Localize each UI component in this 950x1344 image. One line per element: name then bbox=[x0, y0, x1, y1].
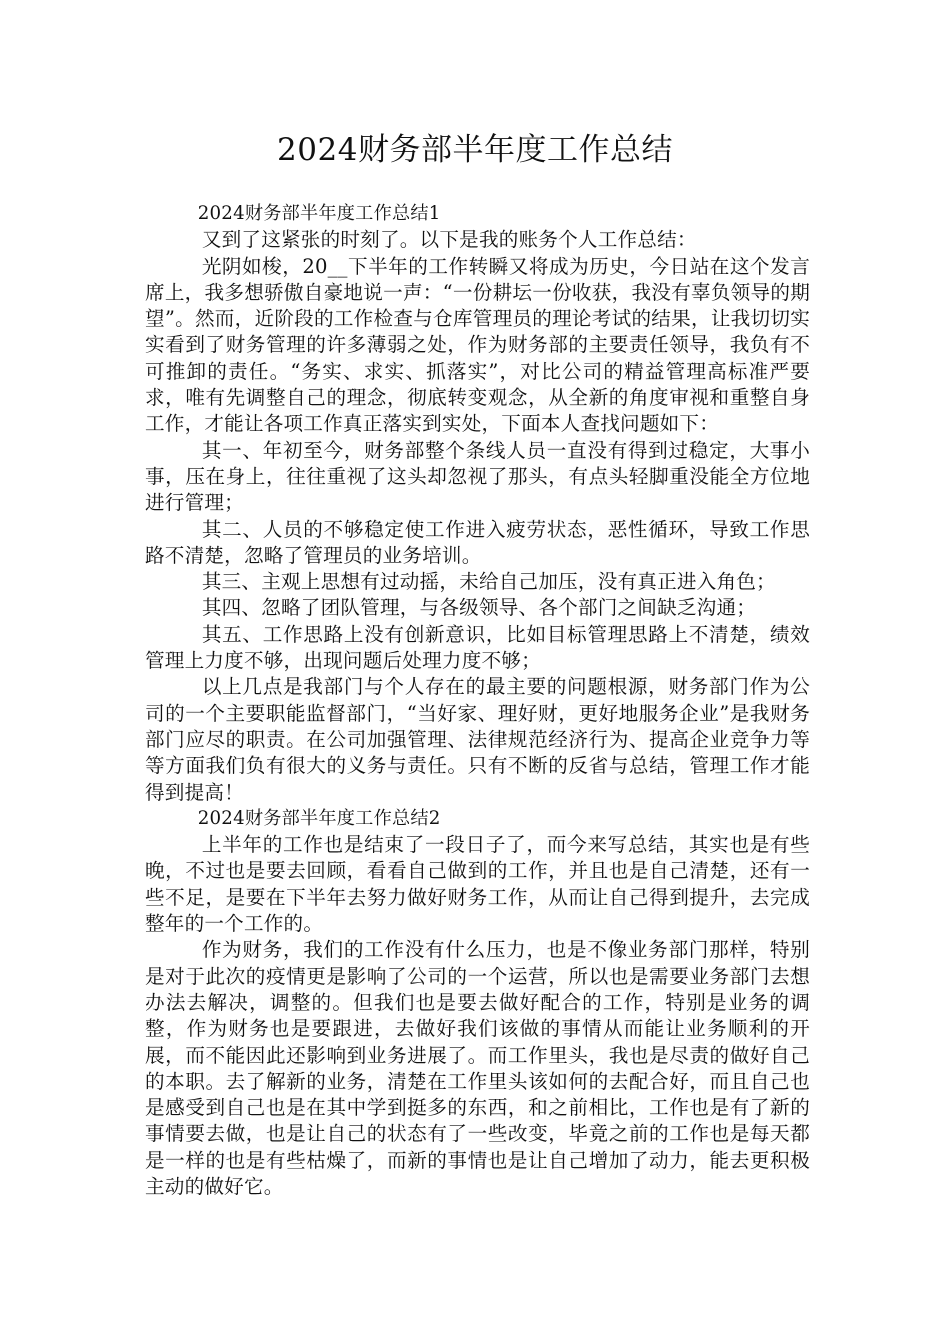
paragraph-section2-intro: 上半年的工作也是结束了一段日子了，而今来写总结，其实也是有些晚，不过也是要去回顾，看看自己做到的工作，并且也是自己清楚，还有一些不足，是要在下半年去努力做好财务工作，从而让自己得到提升，去完成整年的一个工作的。 bbox=[145, 833, 810, 936]
paragraph-issue-3: 其三、主观上思想有过动摇，未给自己加压，没有真正进入角色； bbox=[201, 570, 776, 594]
section-heading-1: 2024财务部半年度工作总结1 bbox=[197, 203, 441, 224]
paragraph-issue-5: 其五、工作思路上没有创新意识，比如目标管理思路上不清楚，绩效管理上力度不够，出现问题后处理力度不够； bbox=[145, 622, 810, 673]
paragraph-overview: 光阴如梭，20__下半年的工作转瞬又将成为历史，今日站在这个发言席上，我多想骄傲自豪地说一声：“一份耕坛一份收获，我没有辜负领导的期望”。然而，近阶段的工作检查与仓库管理员的理论考试的结果，让我切切实实看到了财务管理的许多薄弱之处，作为财务部的主要责任领导，我负有不可推卸的责任。“务实、求实、抓落实”，对比公司的精益管理高标准严要求，唯有先调整自己的理念，彻底转变观念，从全新的角度审视和重整自身工作，才能让各项工作真正落实到实处，下面本人查找问题如下： bbox=[145, 254, 810, 436]
paragraph-issue-4: 其四、忽略了团队管理，与各级领导、各个部门之间缺乏沟通； bbox=[201, 596, 757, 620]
paragraph-intro: 又到了这紧张的时刻了。以下是我的账务个人工作总结： bbox=[201, 228, 697, 252]
document-title: 2024财务部半年度工作总结 bbox=[277, 132, 673, 168]
paragraph-issue-1: 其一、年初至今，财务部整个条线人员一直没有得到过稳定，大事小事，压在身上，往往重视了这头却忽视了那头，有点头轻脚重没能全方位地进行管理； bbox=[145, 438, 810, 515]
paragraph-conclusion-1: 以上几点是我部门与个人存在的最主要的问题根源，财务部门作为公司的一个主要职能监督部门，“当好家、理好财，更好地服务企业”是我财务部门应尽的职责。在公司加强管理、法律规范经济行为、提高企业竞争力等等方面我们负有很大的义务与责任。只有不断的反省与总结，管理工作才能得到提高！ bbox=[145, 675, 810, 804]
paragraph-issue-2: 其二、人员的不够稳定使工作进入疲劳状态，恶性循环，导致工作思路不清楚，忽略了管理员的业务培训。 bbox=[145, 517, 810, 567]
document-body bbox=[145, 201, 810, 1200]
section-heading-2: 2024财务部半年度工作总结2 bbox=[197, 807, 441, 829]
paragraph-section2-body: 作为财务，我们的工作没有什么压力，也是不像业务部门那样，特别是对于此次的疫情更是影响了公司的一个运营，所以也是需要业务部门去想办法去解决，调整的。但我们也是要去做好配合的工作，特别是业务的调整，作为财务也是要跟进，去做好我们该做的事情从而能让业务顺利的开展，而不能因此还影响到业务进展了。而工作里头，我也是尽责的做好自己的本职。去了解新的业务，清楚在工作里头该如何的去配合好，而且自己也是感受到自己也是在其中学到挺多的东西，和之前相比，工作也是有了新的事情要去做，也是让自己的状态有了一些改变，毕竟之前的工作也是每天都是一样的也是有些枯燥了，而新的事情也是让自己增加了动力，能去更积极主动的做好它。 bbox=[145, 938, 810, 1198]
